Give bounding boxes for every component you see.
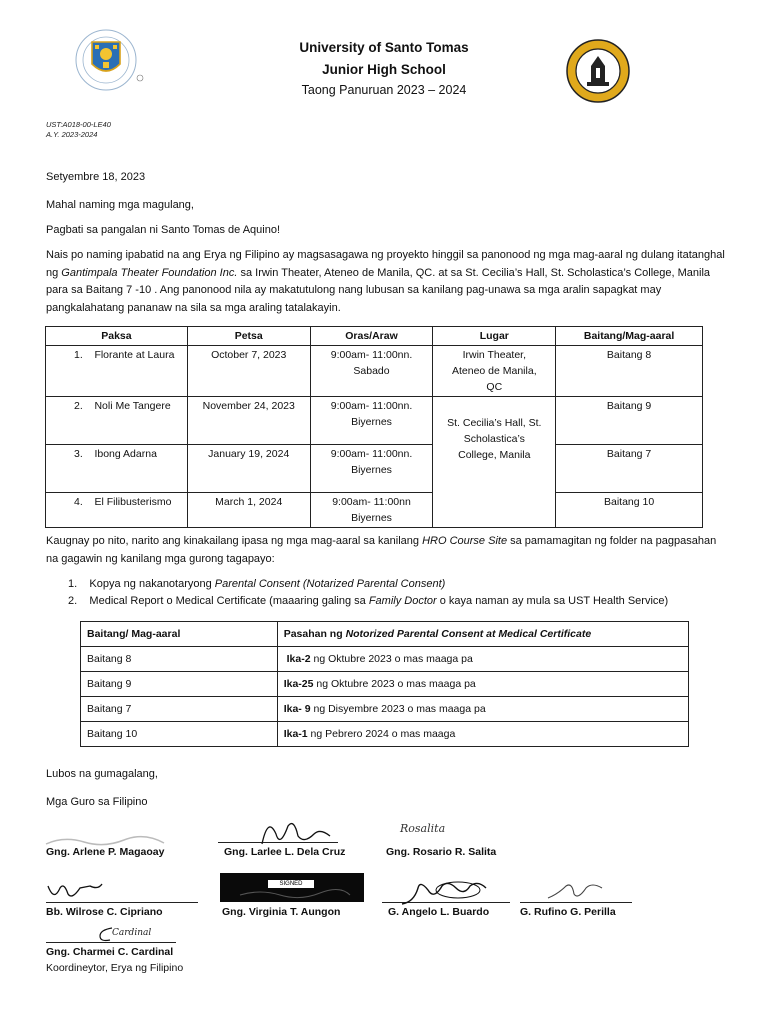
oras-cell: 9:00am- 11:00nn. Biyernes [310, 445, 433, 493]
schedule-table [45, 326, 703, 528]
letter-date: Setyembre 18, 2023 [46, 171, 146, 183]
requirement-item-1: 1. Kopya ng nakanotaryong Parental Consent (Notarized Parental Consent) [68, 578, 446, 590]
requirement-item-2: 2. Medical Report o Medical Certificate (maaaring galing sa Family Doctor o kaya naman ay mula sa UST Health Service) [68, 595, 669, 607]
lugar-cell: Irwin Theater, Ateneo de Manila, QC [433, 346, 556, 397]
deadline-cell: Ika-1 ng Pebrero 2024 o mas maaga [277, 722, 688, 747]
signature-cipriano-icon [46, 880, 106, 909]
greeting: Pagbati sa pangalan ni Santo Tomas de Aquino! [46, 224, 281, 236]
signatory-aungon: Gng. Virginia T. Aungon [222, 906, 341, 918]
header-baitang: Baitang/Mag-aaral [556, 327, 703, 346]
petsa-cell: January 19, 2024 [187, 445, 310, 493]
document-year: A.Y. 2023-2024 [46, 130, 98, 139]
closing-line: Lubos na gumagalang, [46, 768, 158, 780]
header-pasahan: Pasahan ng Notorized Parental Consent at Medical Certificate [277, 622, 688, 647]
baitang-cell: Baitang 10 [556, 493, 703, 528]
paksa-cell: 3. Ibong Adarna [46, 445, 188, 493]
paksa-cell: 4. El Filibusterismo [46, 493, 188, 528]
salutation: Mahal naming mga magulang, [46, 199, 194, 211]
grade-cell: Baitang 9 [81, 672, 278, 697]
closing-from: Mga Guro sa Filipino [46, 796, 148, 808]
header-lugar: Lugar [433, 327, 556, 346]
grade-cell: Baitang 8 [81, 647, 278, 672]
header-petsa: Petsa [187, 327, 310, 346]
intro-paragraph: Nais po naming ipabatid na ang Erya ng Filipino ay magsasagawa ng proyekto hinggil sa panonood ng mga mag-aaral ng dulang itatanghal ng Gantimpala Theater Foundation Inc. sa Irwin Theater, Ateneo de Manila, QC. at sa St. Cecilia’s Hall, St. Scholastica’s College, Manila para sa Baitang 7 -10 . Ang panonood nila ay makatutulong nang lubusan sa kanilang pag-unawa sa mga aralin sapagkat may pangkalahatang pananaw na sila sa mga araling tatalakayin. [46, 249, 725, 314]
table-row [46, 445, 703, 493]
signatory-cipriano: Bb. Wilrose C. Cipriano [46, 906, 163, 918]
handwritten-cardinal: Cardinal [112, 928, 152, 938]
signature-perilla-icon [546, 880, 606, 907]
requirements-intro: Kaugnay po nito, narito ang kinakailang ipasa ng mga mag-aaral sa kanilang HRO Course Site sa pamamagitan ng folder na pagpasahan na gagawin ng kanilang mga gurong tagapayo: [46, 535, 717, 565]
signatory-salita: Gng. Rosario R. Salita [386, 846, 497, 858]
signatory-delacruz: Gng. Larlee L. Dela Cruz [224, 846, 346, 858]
deadline-cell: Ika-2 ng Oktubre 2023 o mas maaga pa [277, 647, 688, 672]
table-row [46, 346, 703, 397]
petsa-cell: March 1, 2024 [187, 493, 310, 528]
table-row [46, 397, 703, 445]
table-row [81, 647, 689, 672]
submission-table [80, 621, 689, 747]
lugar-cell: St. Cecilia’s Hall, St. Scholastica’s College, Manila [433, 397, 556, 528]
schedule-header-row [46, 327, 703, 346]
paksa-cell: 1. Florante at Laura [46, 346, 188, 397]
coordinator-title: Koordineytor, Erya ng Filipino [46, 962, 184, 974]
oras-cell: 9:00am- 11:00nn. Biyernes [310, 397, 433, 445]
baitang-cell: Baitang 7 [556, 445, 703, 493]
paksa-cell: 2. Noli Me Tangere [46, 397, 188, 445]
signatory-cardinal: Gng. Charmei C. Cardinal [46, 946, 174, 958]
document-code: UST:A018-00-LE40 [46, 120, 111, 129]
table-row [81, 697, 689, 722]
table-row [81, 672, 689, 697]
signatory-perilla: G. Rufino G. Perilla [520, 906, 616, 918]
signatory-magaoay: Gng. Arlene P. Magaoay [46, 846, 165, 858]
grade-cell: Baitang 10 [81, 722, 278, 747]
handwritten-salita: Rosalita [400, 822, 446, 835]
deadline-cell: Ika- 9 ng Disyembre 2023 o mas maaga pa [277, 697, 688, 722]
signatory-buardo: G. Angelo L. Buardo [388, 906, 490, 918]
petsa-cell: November 24, 2023 [187, 397, 310, 445]
baitang-cell: Baitang 8 [556, 346, 703, 397]
header-baitang: Baitang/ Mag-aaral [81, 622, 278, 647]
baitang-cell: Baitang 9 [556, 397, 703, 445]
school-year: Taong Panuruan 2023 – 2024 [301, 83, 467, 97]
grade-cell: Baitang 7 [81, 697, 278, 722]
school-name: Junior High School [322, 62, 446, 77]
university-name: University of Santo Tomas [299, 40, 469, 55]
oras-cell: 9:00am- 11:00nn Biyernes [310, 493, 433, 528]
signed-stamp-box [220, 873, 364, 902]
submission-header-row [81, 622, 689, 647]
petsa-cell: October 7, 2023 [187, 346, 310, 397]
header-paksa: Paksa [46, 327, 188, 346]
oras-cell: 9:00am- 11:00nn. Sabado [310, 346, 433, 397]
deadline-cell: Ika-25 ng Oktubre 2023 o mas maaga pa [277, 672, 688, 697]
signed-stamp-label: SIGNED [268, 880, 314, 888]
table-row [46, 493, 703, 528]
header-oras-araw: Oras/Araw [310, 327, 433, 346]
table-row [81, 722, 689, 747]
